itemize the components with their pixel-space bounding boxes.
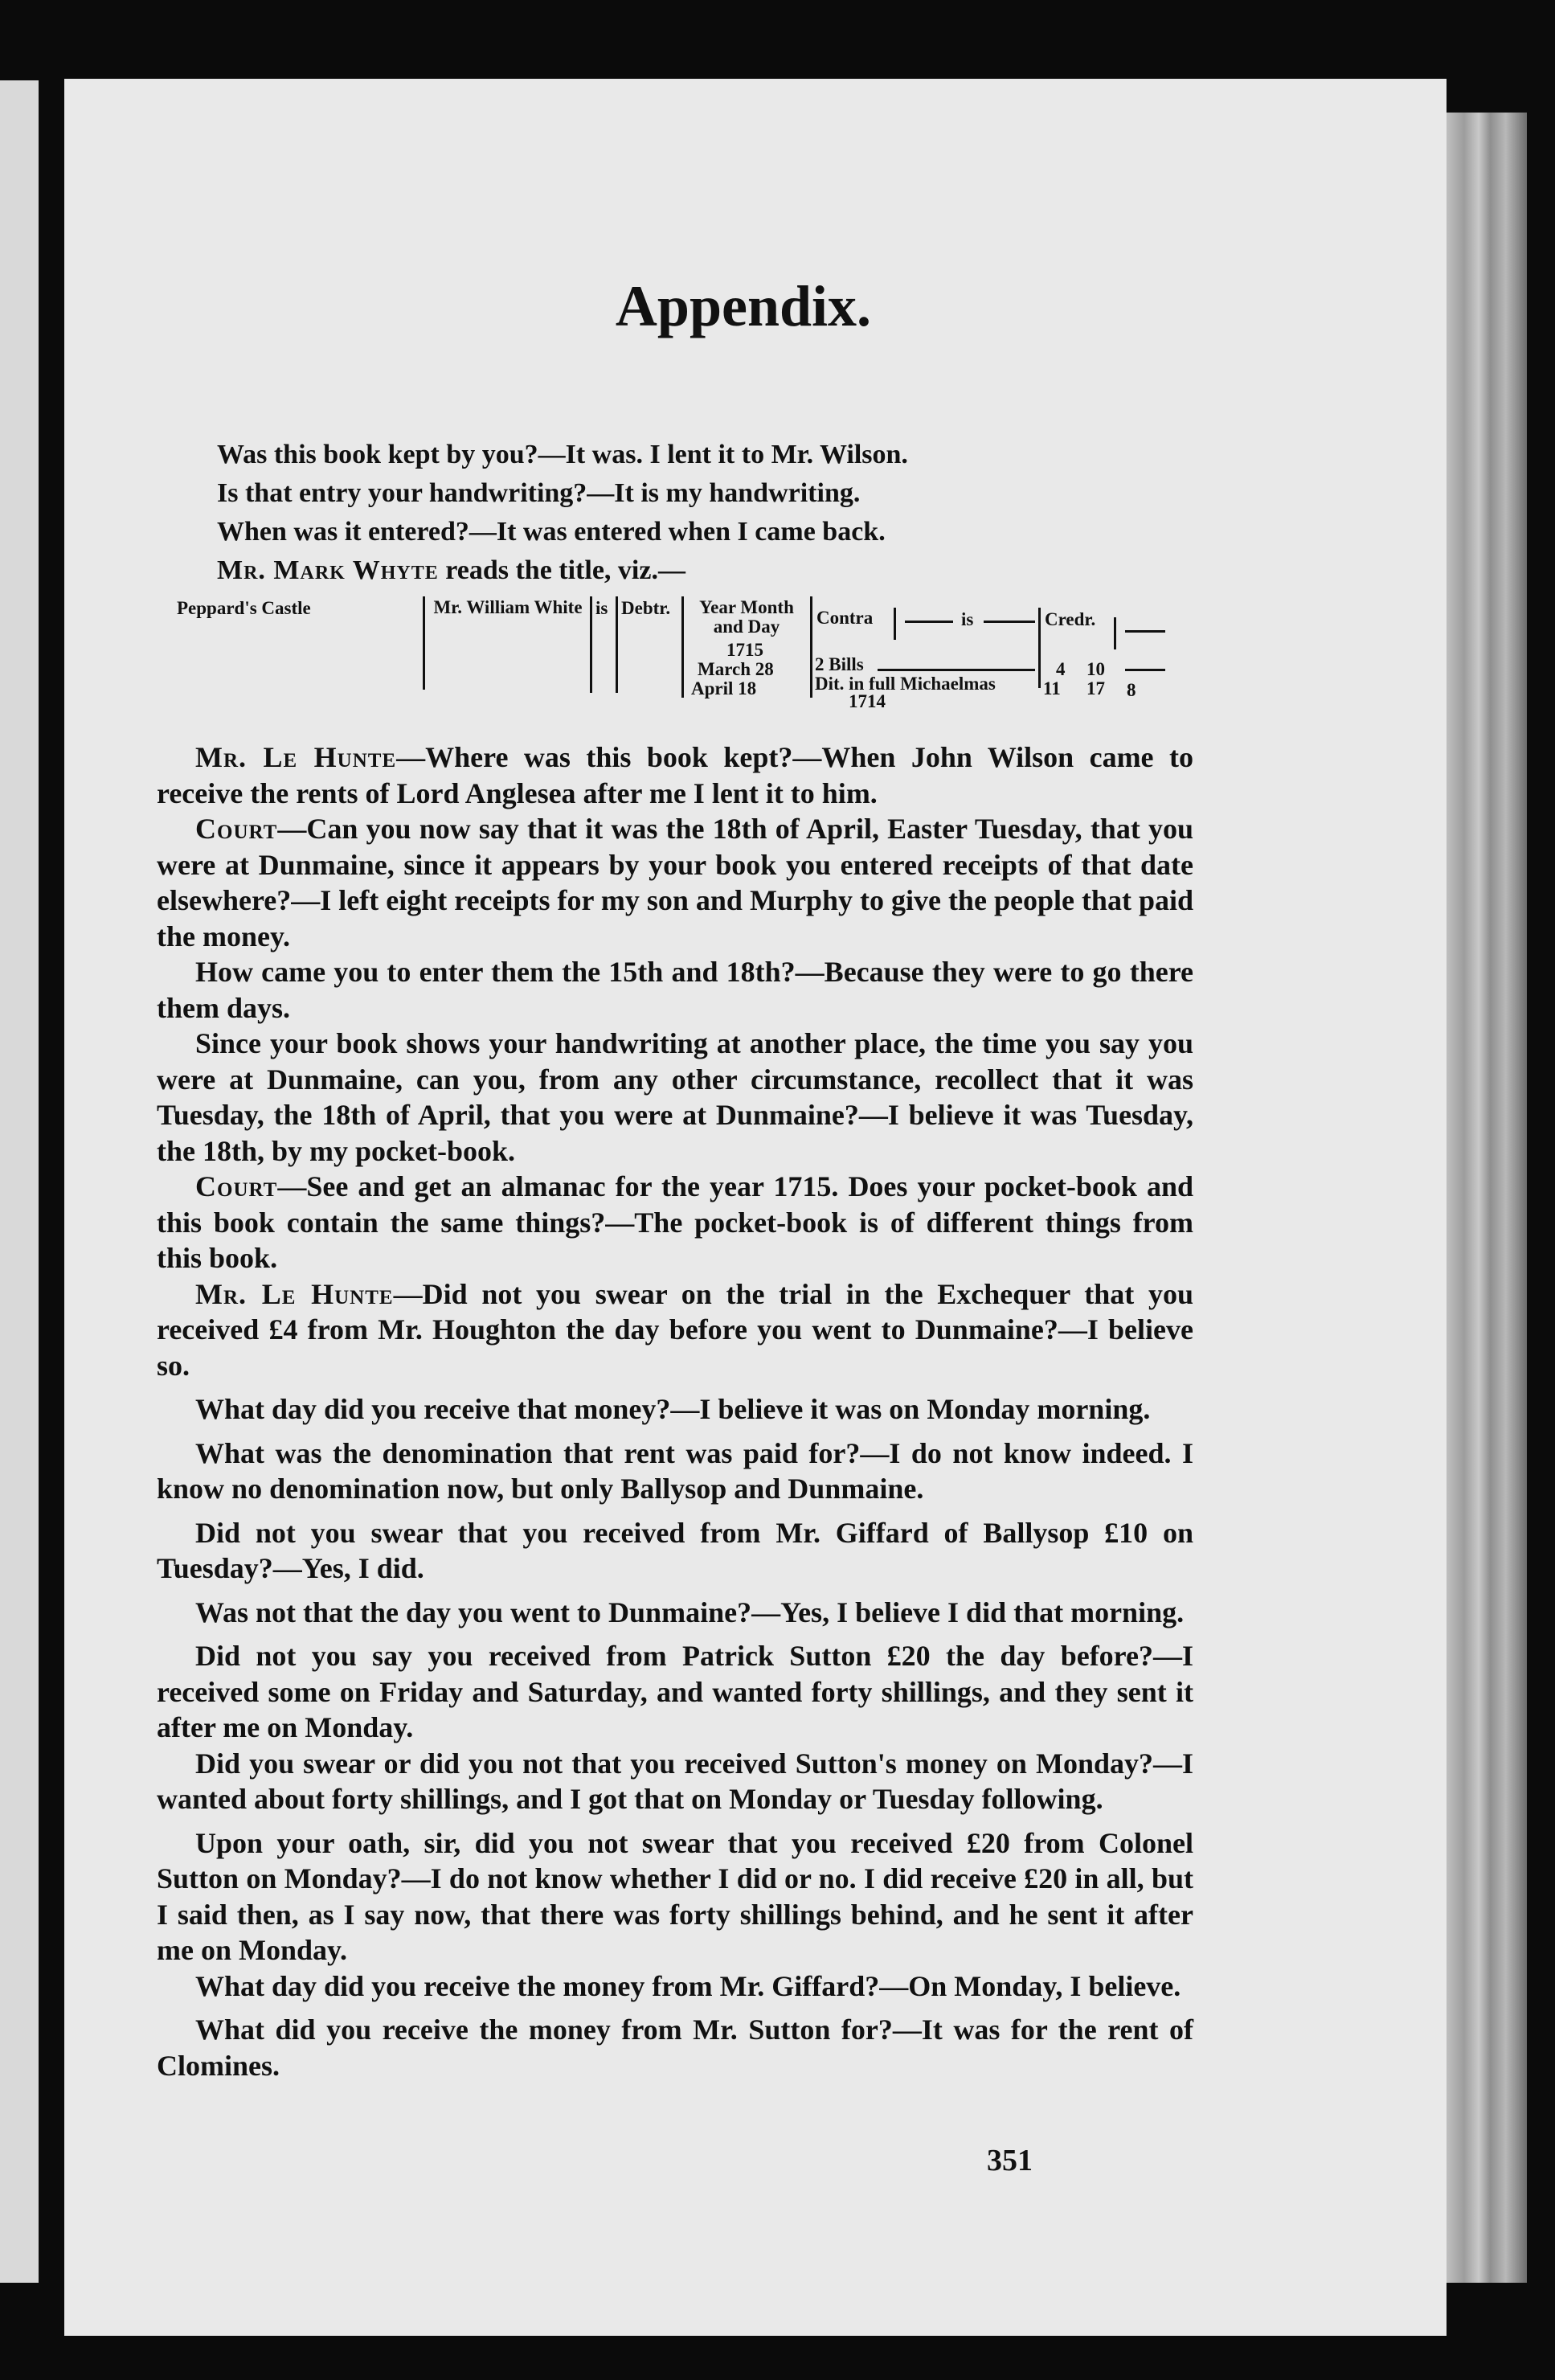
paragraph-text: Did not you say you received from Patrick Sutton £20 the day before?—I received some on Friday and Saturday, and wanted forty shillings, and they sent it after me on Monday. <box>157 1640 1193 1743</box>
ledger-rule <box>1038 608 1041 688</box>
ledger-year-1714: 1714 <box>849 691 886 711</box>
ledger-row2-b: 17 <box>1086 678 1105 698</box>
speaker-name: Court <box>195 1170 278 1202</box>
ledger-dash <box>1125 630 1165 633</box>
ledger-rule <box>590 596 592 693</box>
ledger-dash <box>1125 669 1165 671</box>
page-title: Appendix. <box>615 274 872 338</box>
paragraph-text: —Where was this book kept?—When John Wilson came to receive the rents of Lord Anglesea after me I lent it to him. <box>157 741 1193 809</box>
ledger-is-mid: is <box>961 609 974 629</box>
page-number: 351 <box>987 2144 1033 2177</box>
paragraph-text: —Can you now say that it was the 18th of April, Easter Tuesday, that you were at Dunmaine, since it appears by your book you entered receipts of that date elsewhere?—I left eight receipts for my son and Murphy to give the people that paid the money. <box>157 813 1193 952</box>
testimony-paragraph <box>157 1169 1193 1276</box>
testimony-paragraph <box>157 1436 1193 1507</box>
ledger-rule <box>810 596 812 698</box>
ledger-title-table <box>177 595 1221 739</box>
testimony-paragraph <box>157 1515 1193 1587</box>
paragraph-text: Was not that the day you went to Dunmaine?—Yes, I believe I did that morning. <box>195 1596 1185 1628</box>
title-reading-text: reads the title, viz.— <box>438 555 685 585</box>
testimony-body <box>157 739 1193 2083</box>
ledger-name: Mr. William White <box>433 597 583 617</box>
testimony-paragraph <box>157 811 1193 954</box>
testimony-paragraph <box>157 1638 1193 1746</box>
paragraph-text: What did you receive the money from Mr. Sutton for?—It was for the rent of Clomines. <box>157 2013 1193 2082</box>
ledger-rule <box>681 596 684 698</box>
ledger-contra: Contra <box>816 608 874 628</box>
speaker-name: Court <box>195 813 278 845</box>
paragraph-text: What was the denomination that rent was paid for?—I do not know indeed. I know no denomination now, but only Ballysop and Dunmaine. <box>157 1436 1193 1505</box>
ledger-april: April 18 <box>691 678 757 698</box>
ledger-row1-a: 4 <box>1056 659 1066 679</box>
paragraph-text: Upon your oath, sir, did you not swear that you received £20 from Colonel Sutton on Monday?—I do not know whether I did or no. I did receive £20 in all, but I said then, as I say now, that there was forty shillings behind, and he sent it after me on Monday. <box>157 1826 1193 1966</box>
speaker-name: Mr. Mark Whyte <box>217 555 439 585</box>
ledger-rule <box>894 608 896 640</box>
book-page <box>64 79 1447 2336</box>
ledger-rule <box>1114 617 1116 649</box>
intro-line: When was it entered?—It was entered when I came back. <box>217 517 886 547</box>
ledger-place: Peppard's Castle <box>177 598 311 618</box>
intro-qa-block <box>217 436 1213 590</box>
paragraph-text: What day did you receive the money from Mr. Giffard?—On Monday, I believe. <box>195 1969 1181 2002</box>
paragraph-text: —Did not you swear on the trial in the Exchequer that you received £4 from Mr. Houghton the day before you went to Dunmaine?—I believe so. <box>157 1277 1194 1382</box>
testimony-paragraph <box>157 1825 1193 1968</box>
testimony-paragraph <box>157 2012 1193 2083</box>
ledger-dash <box>878 669 1035 671</box>
testimony-paragraph <box>157 1595 1193 1631</box>
testimony-paragraph <box>157 1968 1193 2005</box>
ledger-is: is <box>595 598 608 618</box>
title-reading-line <box>217 551 1213 590</box>
testimony-paragraph <box>157 739 1193 811</box>
ledger-bills: 2 Bills <box>815 654 864 674</box>
paragraph-text: What day did you receive that money?—I believe it was on Monday morning. <box>195 1393 1151 1425</box>
ledger-dash <box>984 621 1035 623</box>
speaker-name: Mr. Le Hunte <box>195 741 397 773</box>
speaker-name: Mr. Le Hunte <box>195 1277 394 1310</box>
paragraph-text: —See and get an almanac for the year 1715. Does your pocket-book and this book contain the same things?—The pocket-book is of different things from this book. <box>157 1170 1193 1274</box>
ledger-row2-c: 8 <box>1127 680 1136 700</box>
paragraph-text: How came you to enter them the 15th and 18th?—Because they were to go there them days. <box>157 956 1193 1024</box>
testimony-paragraph <box>157 1276 1193 1384</box>
testimony-paragraph <box>157 954 1193 1026</box>
testimony-paragraph <box>157 1746 1193 1817</box>
intro-line: Was this book kept by you?—It was. I lent it to Mr. Wilson. <box>217 440 908 469</box>
ledger-dash <box>905 621 953 623</box>
ledger-year: 1715 <box>726 640 763 660</box>
testimony-paragraph <box>157 1026 1193 1169</box>
testimony-paragraph <box>157 1391 1193 1428</box>
ledger-debtr: Debtr. <box>621 598 671 618</box>
ledger-rule <box>616 596 618 693</box>
paragraph-text: Did you swear or did you not that you received Sutton's money on Monday?—I wanted about forty shillings, and I got that on Monday or Tuesday following. <box>157 1747 1193 1815</box>
ledger-march: March 28 <box>698 659 774 679</box>
paragraph-text: Since your book shows your handwriting at another place, the time you say you were at Dunmaine, can you, from any other circumstance, recollect that it was Tuesday, the 18th of April, that you were at Dunmaine?—I believe it was Tuesday, the 18th, by my pocket-book. <box>157 1027 1193 1167</box>
paragraph-text: Did not you swear that you received from Mr. Giffard of Ballysop £10 on Tuesday?—Yes, I did. <box>157 1516 1193 1584</box>
ledger-rule <box>423 596 425 690</box>
ledger-row2-a: 11 <box>1043 678 1061 698</box>
intro-line: Is that entry your handwriting?—It is my handwriting. <box>217 478 861 508</box>
ledger-dit: Dit. in full Michaelmas <box>815 674 996 694</box>
ledger-row1-b: 10 <box>1086 659 1105 679</box>
adjacent-page-edge <box>0 80 39 2283</box>
ledger-credr: Credr. <box>1045 609 1096 629</box>
ledger-date-header: Year Month and Day <box>699 597 794 637</box>
